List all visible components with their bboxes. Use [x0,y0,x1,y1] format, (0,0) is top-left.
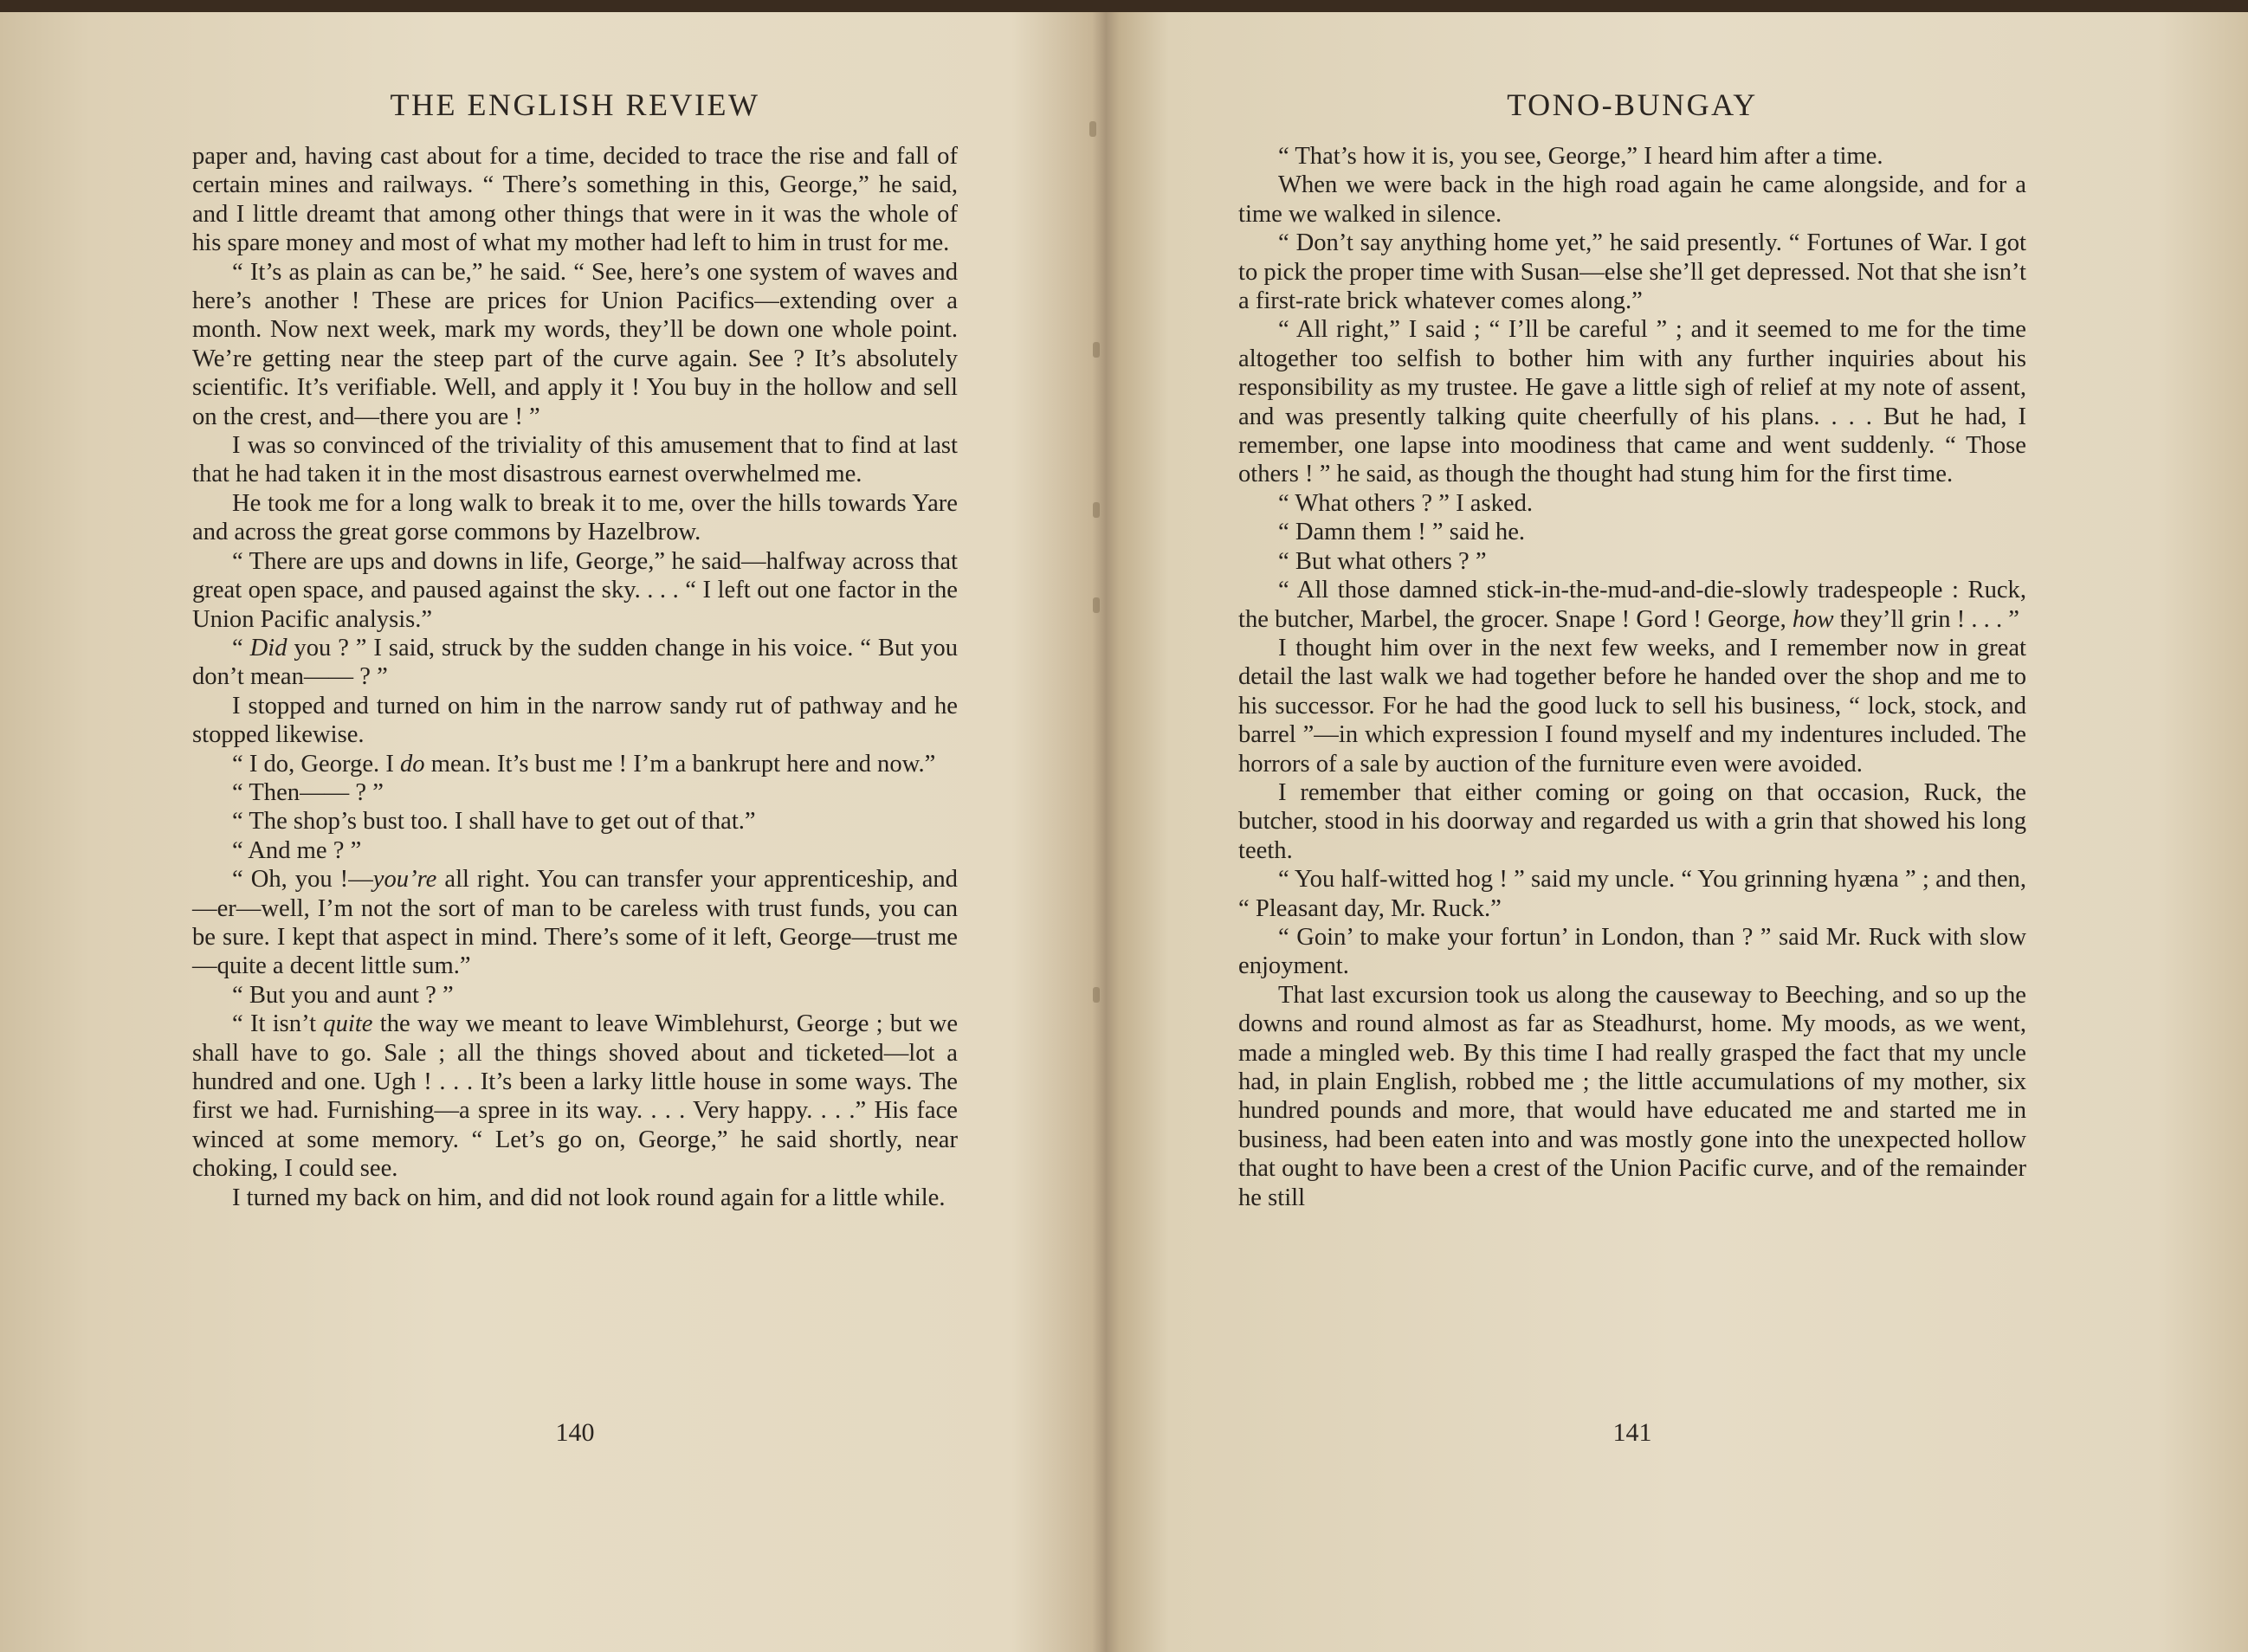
paragraph [1238,778,2026,865]
italic-text: quite [323,1010,373,1038]
page-number: 140 [555,1418,595,1447]
paragraph [192,142,958,258]
paragraph [192,489,958,547]
text-run: “ But what others ? ” [1278,547,1487,575]
paragraph [1238,981,2026,1212]
paragraph [192,692,958,750]
italic-text: how [1792,605,1834,633]
text-run: “ But you and aunt ? ” [232,981,454,1009]
text-run: I thought him over in the next few weeks, and I remember now in great detail the last walk we had together before he handed over the shop and me to his successor. For he had the good luck to sell his business, “ lock, stock, and barrel ”—in which expression I found myself and my indentures included. The horrors of a sale by auction of the furniture even were avoided. [1238,634,2026,778]
paragraph [192,981,958,1010]
text-run: He took me for a long walk to break it to me, over the hills towards Yare and across the great gorse commons by Hazelbrow. [192,489,958,546]
binding-thread-mark [1093,342,1100,358]
text-run: “ I do, George. I [232,750,400,778]
text-run: “ The shop’s bust too. I shall have to get out of that.” [232,808,756,836]
paragraph [1238,229,2026,315]
paragraph [192,431,958,489]
text-run: mean. It’s bust me ! I’m a bankrupt here and now.” [424,750,936,778]
italic-text: Did [249,634,287,661]
paragraph [1238,489,2026,518]
body-text [1238,142,2026,1212]
text-run: “ There are ups and downs in life, George,” he said—halfway across that great open space, and paused against the sky. . . . “ I left out one factor in the Union Pacific analysis.” [192,547,958,633]
text-run: I was so convinced of the triviality of this amusement that to find at last that he had taken it in the most disastrous earnest overwhelmed me. [192,432,958,488]
binding-thread-mark [1093,987,1100,1003]
text-run: “ Goin’ to make your fortun’ in London, than ? ” said Mr. Ruck with slow enjoyment. [1238,923,2026,980]
paragraph [192,634,958,692]
body-text [192,142,958,1212]
paragraph [1238,315,2026,488]
paragraph [1238,865,2026,923]
text-run: “ Don’t say anything home yet,” he said presently. “ Fortunes of War. I got to pick the proper time with Susan—else she’ll get depressed. Not that she isn’t a first-rate brick whatever comes along.” [1238,229,2026,315]
paragraph [192,1184,958,1212]
running-head: THE ENGLISH REVIEW [390,87,760,122]
paragraph [1238,634,2026,778]
text-run: all right. You can transfer your apprenticeship, and—er—well, I’m not the sort of man to be careless with trust funds, you can be sure. I kept that aspect in mind. There’s some of it left, George—trust me—quite a decent little sum.” [192,866,958,980]
left-page [0,0,1100,1652]
paragraph [192,258,958,431]
text-run: “ You half-witted hog ! ” said my uncle. “ You grinning hyæna ” ; and then, “ Pleasant day, Mr. Ruck.” [1238,866,2026,922]
text-run: they’ll grin ! . . . ” [1833,605,2019,633]
paragraph [192,547,958,634]
text-run: “ Damn them ! ” said he. [1278,519,1526,546]
paragraph [1238,518,2026,546]
text-run: “ That’s how it is, you see, George,” I heard him after a time. [1278,143,1883,170]
text-run: the way we meant to leave Wimblehurst, George ; but we shall have to go. Sale ; all the things shoved about and ticketed—lot a hundred and one. Ugh ! . . . It’s been a larky little house in some ways. The first we had. Furnishing—a spree in its way. . . . Very happy. . . .” His face winced at some memory. “ Let’s go on, George,” he said shortly, near choking, I could see. [192,1010,959,1183]
italic-text: do [400,750,425,778]
text-run: paper and, having cast about for a time, decided to trace the rise and fall of certain mines and railways. “ There’s something in this, George,” he said, and I little dreamt that among other things that were in it was the whole of his spare money and most of what my mother had left to him in trust for me. [192,143,958,257]
binding-thread-mark [1089,121,1096,137]
text-run: “ And me ? ” [232,836,362,864]
paragraph [1238,547,2026,576]
paragraph [1238,142,2026,171]
text-run: you ? ” I said, struck by the sudden change in his voice. “ But you don’t mean—— ? ” [192,634,959,691]
text-run: “ All right,” I said ; “ I’ll be careful ” ; and it seemed to me for the time altogether too selfish to bother him with any further inquiries about his responsibility as my trustee. He gave a little sigh of relief at my note of assent, and was presently talking quite cheerfully of his plans. . . . But he had, I remember, one lapse into moodiness that came and went suddenly. “ Those others ! ” he said, as though the thought had stung him for the first time. [1238,316,2026,488]
paragraph [192,807,958,836]
italic-text: you’re [372,866,437,894]
text-run: “ Then—— ? ” [232,778,384,806]
paragraph [192,1010,958,1183]
text-run: I turned my back on him, and did not look round again for a little while. [232,1184,946,1211]
binding-thread-mark [1093,502,1100,518]
paragraph [192,778,958,807]
paragraph [192,750,958,778]
text-run: That last excursion took us along the causeway to Beeching, and so up the downs and round almost as far as Steadhurst, home. My moods, as we went, made a mingled web. By this time I had really grasped the fact that my uncle had, in plain English, robbed me ; the little accumulations of my mother, six hundred pounds and more, that would have educated me and started me in business, had been eaten into and was mostly gone into the unexpected hollow that ought to have been a crest of the Union Pacific curve, and of the remainder he still [1238,981,2026,1211]
paragraph [192,865,958,981]
paragraph [1238,923,2026,981]
paragraph [192,836,958,865]
text-run: “ It isn’t [232,1010,324,1038]
text-run: When we were back in the high road again he came alongside, and for a time we walked in silence. [1238,171,2026,228]
right-page [1117,0,2248,1652]
binding-thread-mark [1093,597,1100,613]
text-run: “ It’s as plain as can be,” he said. “ See, here’s one system of waves and here’s another ! These are prices for Union Pacifics—extending over a month. Now next week, mark my words, they’ll be down one whole point. We’re getting near the steep part of the curve again. See ? It’s absolutely scientific. It’s verifiable. Well, and apply it ! You buy in the hollow and sell on the crest, and—there you are ! ” [192,258,958,430]
text-run: “ What others ? ” I asked. [1278,489,1534,517]
text-run: I remember that either coming or going on that occasion, Ruck, the butcher, stood in his doorway and regarded us with a grin that showed his long teeth. [1238,778,2026,864]
text-run: I stopped and turned on him in the narrow sandy rut of pathway and he stopped likewise. [192,692,958,749]
running-head: TONO-BUNGAY [1507,87,1758,122]
page-number: 141 [1612,1418,1652,1447]
paragraph [1238,576,2026,634]
text-run: “ All those damned stick-in-the-mud-and-die-slowly tradespeople : Ruck, the butcher, Marbel, the grocer. Snape ! Gord ! George, [1238,577,2026,633]
paragraph [1238,171,2026,229]
text-run: “ [232,634,250,661]
text-run: “ Oh, you !— [232,866,373,894]
